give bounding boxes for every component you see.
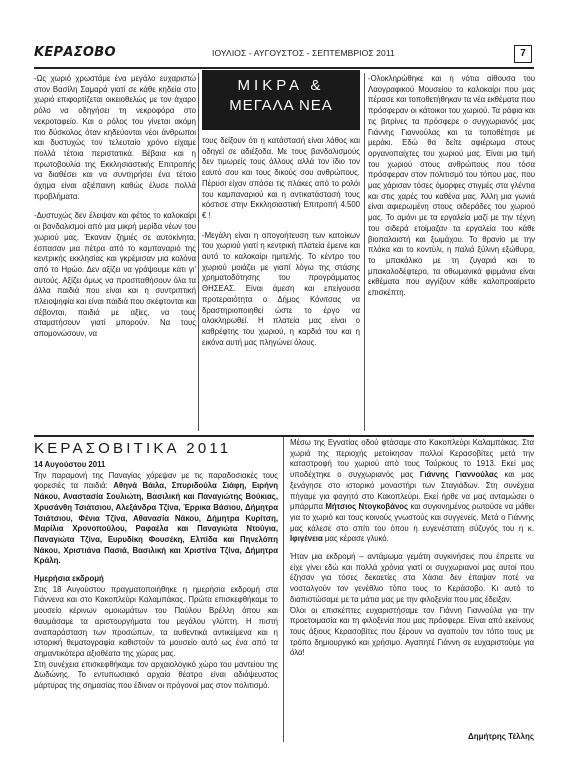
paragraph: Όλοι οι επισκέπτες ευχαριστήσαμε τον Γιάννη Γιαννούλα για την προετοιμασία και τη φιλοξενία που μας πρόσφερε. Είναι από εκείνους τους άξιους Κερασοβίτες που ξέρουν να αγαπούν τον τόπο τους με τρόπο δημιουργικό και χρήσιμο. Αγαπητέ Γιάννη σε ευχαριστούμε για όλα!	[290, 605, 534, 658]
paragraph: Στη συνέχεια επισκεφθήκαμε τον αρχαιολογικό χώρο του μαντείου της Δωδώνης. Το εντυπωσιακό αρχαίο θέατρο είναι αδιάψευστος μάρτυρας της σημασίας που έδιναν οι πρόγονοί μας στον πολιτισμό.	[34, 659, 278, 691]
subheading: Ημερήσια εκδρομή	[34, 574, 104, 584]
banner-line: ΜΙΚΡΑ &	[237, 77, 325, 94]
person-name: Μήτσιος Ντογκοβάνος	[325, 502, 409, 512]
paragraph	[290, 438, 534, 545]
section-rule	[34, 435, 534, 437]
text-run: Μέσω της Εγνατίας οδού φτάσαμε στο Κακοπλεύρι Καλαμπάκας. Στα χωριά της περιοχής μετοίκησαν πολλοί Κερασοβίτες μετά την καταστροφή του χωριού από τους Τούρκους το 1913. Εκεί μας υποδέχτηκε ο συγχωριανός μας	[290, 438, 534, 480]
newspaper-logo: ΚΕΡΑΣΟΒΟ	[34, 45, 116, 60]
date-heading: 14 Αυγούστου 2011	[34, 460, 106, 469]
paragraph: τους δείξουν ότι η κατάστασή είναι λάθος και οδηγεί σε αδιέξοδα. Με τους βανδαλισμούς δεν τιμωρείς τους άλλους αλλά τον ίδιο τον εαυτό σου και τους δικούς σου ανθρώπους. Πέρυσι είχαν σπάσει τις πλάκες από το ρολόι του καμπαναριού και η αντικατάστασή τους κόστισε στην Εκκλησιαστική Επιτροπή 4.500 € !	[202, 136, 360, 220]
article-column-3	[368, 74, 535, 308]
paragraph-intro: Την παραμονή της Παναγίας χόρεψαν με τις παραδοσιακές τους φορεσιές τα παιδιά:	[34, 470, 278, 491]
banner-line: ΜΕΓΑΛΑ ΝΕΑ	[229, 97, 333, 114]
paragraph: Ήταν μια εκδρομή – αντάμωμα γεμάτη συγκινήσεις που έπρεπε να είχε γίνει εδώ και πολλά χρόνια γιατί οι συγχωριανοί μας αυτοί που έζησαν για τόσες δεκαετίες στα Χάσια δεν έπαψαν ποτέ να νοσταλγούν τον γενέθλιο τόπο τους το Κεράσοβο. Κι αυτό το διαπιστώσαμε με τα μάτια μας με την φιλοξενία που μας έδειξαν.	[290, 552, 534, 604]
person-name: Γιάννης Γιαννούλας	[419, 470, 498, 480]
column-divider	[364, 73, 365, 431]
paragraph: -Ολοκληρώθηκε και η νότια αίθουσα του Λαογραφικού Μουσείου το καλοκαίρι που μας πέρασε και τοποθετήθηκαν τα νέα εκθέματα που πρόσφεραν οι κάτοικοι του χωριού. Τα ράφια και τις βιτρίνες τα πρόσφερε ο συγχωριανός μας Γιάννης Γιαννούλας και τα τοποθέτησε με μεράκι. Εδώ θα δείτε αφιέρωμα στους οργανοπαίχτες του χωριού μας. Είναι μια τιμή του χωριού στους ανθρώπους που τόσα πρόσφεραν στον πολιτισμό του τόπου μας, που μας χάρισαν τόσες όμορφες στιγμές στα γλέντια και στις χαρές του καθένα μας. Άλλη μια γωνιά είναι αφιερωμένη στους οιδεράδες του χωριού μας. Το αμόνι με τα εργαλεία μαζί με την τέχνη του σιδερά ετοίμαζαν τα εργαλεία του κάθε βιοπαλαιστή και ξωμάχου. Το θρανίο με την πλάκα και το κοντύλι, η παλιά ξύλινη εξώθυρα, το μπακάλικο με τη ζυγαριά και το μπακαλοδέφτερο, τα οθωμανικά φιρμάνια είναι εκθέματα που αγγίζουν κάθε καλοπροαίρετο επισκέπτη.	[368, 74, 535, 298]
paragraph: -Ως χωριό χρωστάμε ένα μεγάλο ευχαριστώ στον Βασίλη Σαμαρά γιατί σε κάθε κηδεία στο χωριό επιφορτίζεται οικειοθελώς με τον άχαρο ρόλο να οδηγήσει τη νεκροφόρα στο νεκροταφείο. Και ο ρόλος του γίνεται ακόμη πιο δύσκολος όταν κηδεύονται νέοι άνθρωποι και δυστυχώς τον τελευταίο χρόνο είχαμε πολλά τέτοια περιστατικά. Βέβαια και η πρωτοβουλία της Εκκλησιαστικής Επιτροπής να διαθέσει και να συντηρήσει ένα τέτοιο όχημα είναι αξιέπαινη καθώς έλυσε πολλά προβλήματα.	[34, 74, 196, 201]
article-column-bottom-right	[290, 438, 534, 666]
text-run: μας κέρασε γλυκό.	[322, 534, 389, 544]
page-header	[34, 45, 534, 65]
column-divider	[198, 73, 199, 431]
page-number: 7	[514, 45, 532, 63]
column-divider	[283, 437, 284, 742]
text-run: και συγκινημένος ρωτούσε να μάθει για το χωριό και τους κοινούς γνωστούς και συγγενείς. Μετά ο Γιάννης μας κάλεσε στο σπίτι του όπου η ευγενέστατη σύζυγός του η κ.	[290, 502, 534, 533]
paragraph: Στις 18 Αυγούστου πραγματοποιήθηκε η ημερήσια εκδρομή στα Γιάννενα και στο Κακοπλεύρι Καλαμπάκας. Πρώτα επισκεφθήκαμε το μουσείο κέρινων ομοιωμάτων του Παύλου Βρέλλη όπου και θαυμάσαμε τα αριστουργήματα του μεγάλου γλύπτη. Η πιστή αναπαράσταση των προσώπων, τα αυθεντικά αντικείμενα και η ιστορική θεματογραφία καθιστούν το μουσείο αυτό ως ένα από τα σημαντικότερα αξιοθέατα της χώρας μας.	[34, 584, 278, 658]
section-title: ΚΕΡΑΣΟΒΙΤΙΚΑ 2011	[34, 440, 232, 457]
author-signature: Δημήτρης Τέλλης	[467, 732, 534, 741]
paragraph: -Μεγάλη είναι η απογοήτευση των κατοίκων του χωριού γιατί η κεντρική πλατεία έμεινε και αυτό το καλοκαίρι ημιτελής. Το κέντρο του χωριού μοιάζει με γιαπί λόγω της στάσης χρηματοδότησης του προγράμματος ΘΗΣΕΑΣ. Είναι άμεση και επείγουσα προτεραιότητα ο Δήμος Κόνιτσας να δραστηριοποιηθεί ώστε το έργο να ολοκληρωθεί. Η πλατεία μας είναι ο καθρέφτης του χωριού, η καρδιά του και η εικόνα αυτή μας πληγώνει όλους.	[202, 230, 360, 347]
paragraph: -Δυστυχώς δεν έλειψαν και φέτος το καλοκαίρι οι βανδαλισμοί από μια μικρή μερίδα νέων του χωριού μας. Έκαναν ζημιές σε αυτοκίνητα, έσπασαν μια πέτρα από το καμπαναριό της κεντρικής εκκλησίας και γκρέμισαν μια κολόνα από το Ηρώο. Δεν αξίζει να γράψουμε κάτι γι' αυτούς. Αξίζει όμως να προσπαθήσουν όλα τα άλλα παιδιά που είναι και η συντριπτική πλειοψηφία και είναι παιδιά που σκέφτονται και σέβονται, παιδιά με αξίες, να τους σταματήσουν γιατί μπορούν. Να τους απομονώσουν, να	[34, 211, 196, 339]
article-column-2	[202, 136, 360, 357]
person-name: Ιφιγένεια	[290, 534, 323, 544]
dancer-names: Αθηνά Βάιλα, Σπυριδούλα Σιάφη, Ειρήνη Νάκου, Αναστασία Σουλιώτη, Βασιλική και Παναγιώτης Βούκιας, Χρυσάνθη Τσιάτσιου, Αλεξάνδρα Τζίνα, Έρρικα Βάσιου, Δήμητρα Τσιάτσιου, Φένια Τζίνα, Αθανασία Νάκου, Δήμητρα Κυρίτση, Μαρίλια Χρονοπούλου, Ραφαέλα και Παναγιώτα Ντούγια, Παναγιώτα Τζίνα, Ευρυδίκη Φουσέκη, Ελπίδα και Πηνελόπη Νάκου, Χριστιάνα Πασιά, Βασιλική και Χριστίνα Τζίνα, Δήμητρα Κράλη.	[34, 481, 278, 566]
article-column-1	[34, 74, 196, 349]
news-section-banner	[202, 70, 360, 130]
issue-date: ΙΟΥΛΙΟΣ - ΑΥΓΟΥΣΤΟΣ - ΣΕΠΤΕΜΒΡΙΟΣ 2011	[212, 48, 395, 58]
text-run: και μας ξενάγησε στο ιστορικό μοναστήρι των Σταγιάδων. Στη συνέχεια πήγαμε για φαγητό στο Κακοπλεύρι. Εκεί ήρθε να μας ανταμώσει ο μπάρμπα	[290, 470, 534, 512]
article-column-bottom-left	[34, 460, 278, 699]
paragraph	[34, 471, 278, 567]
header-rule	[34, 67, 534, 69]
